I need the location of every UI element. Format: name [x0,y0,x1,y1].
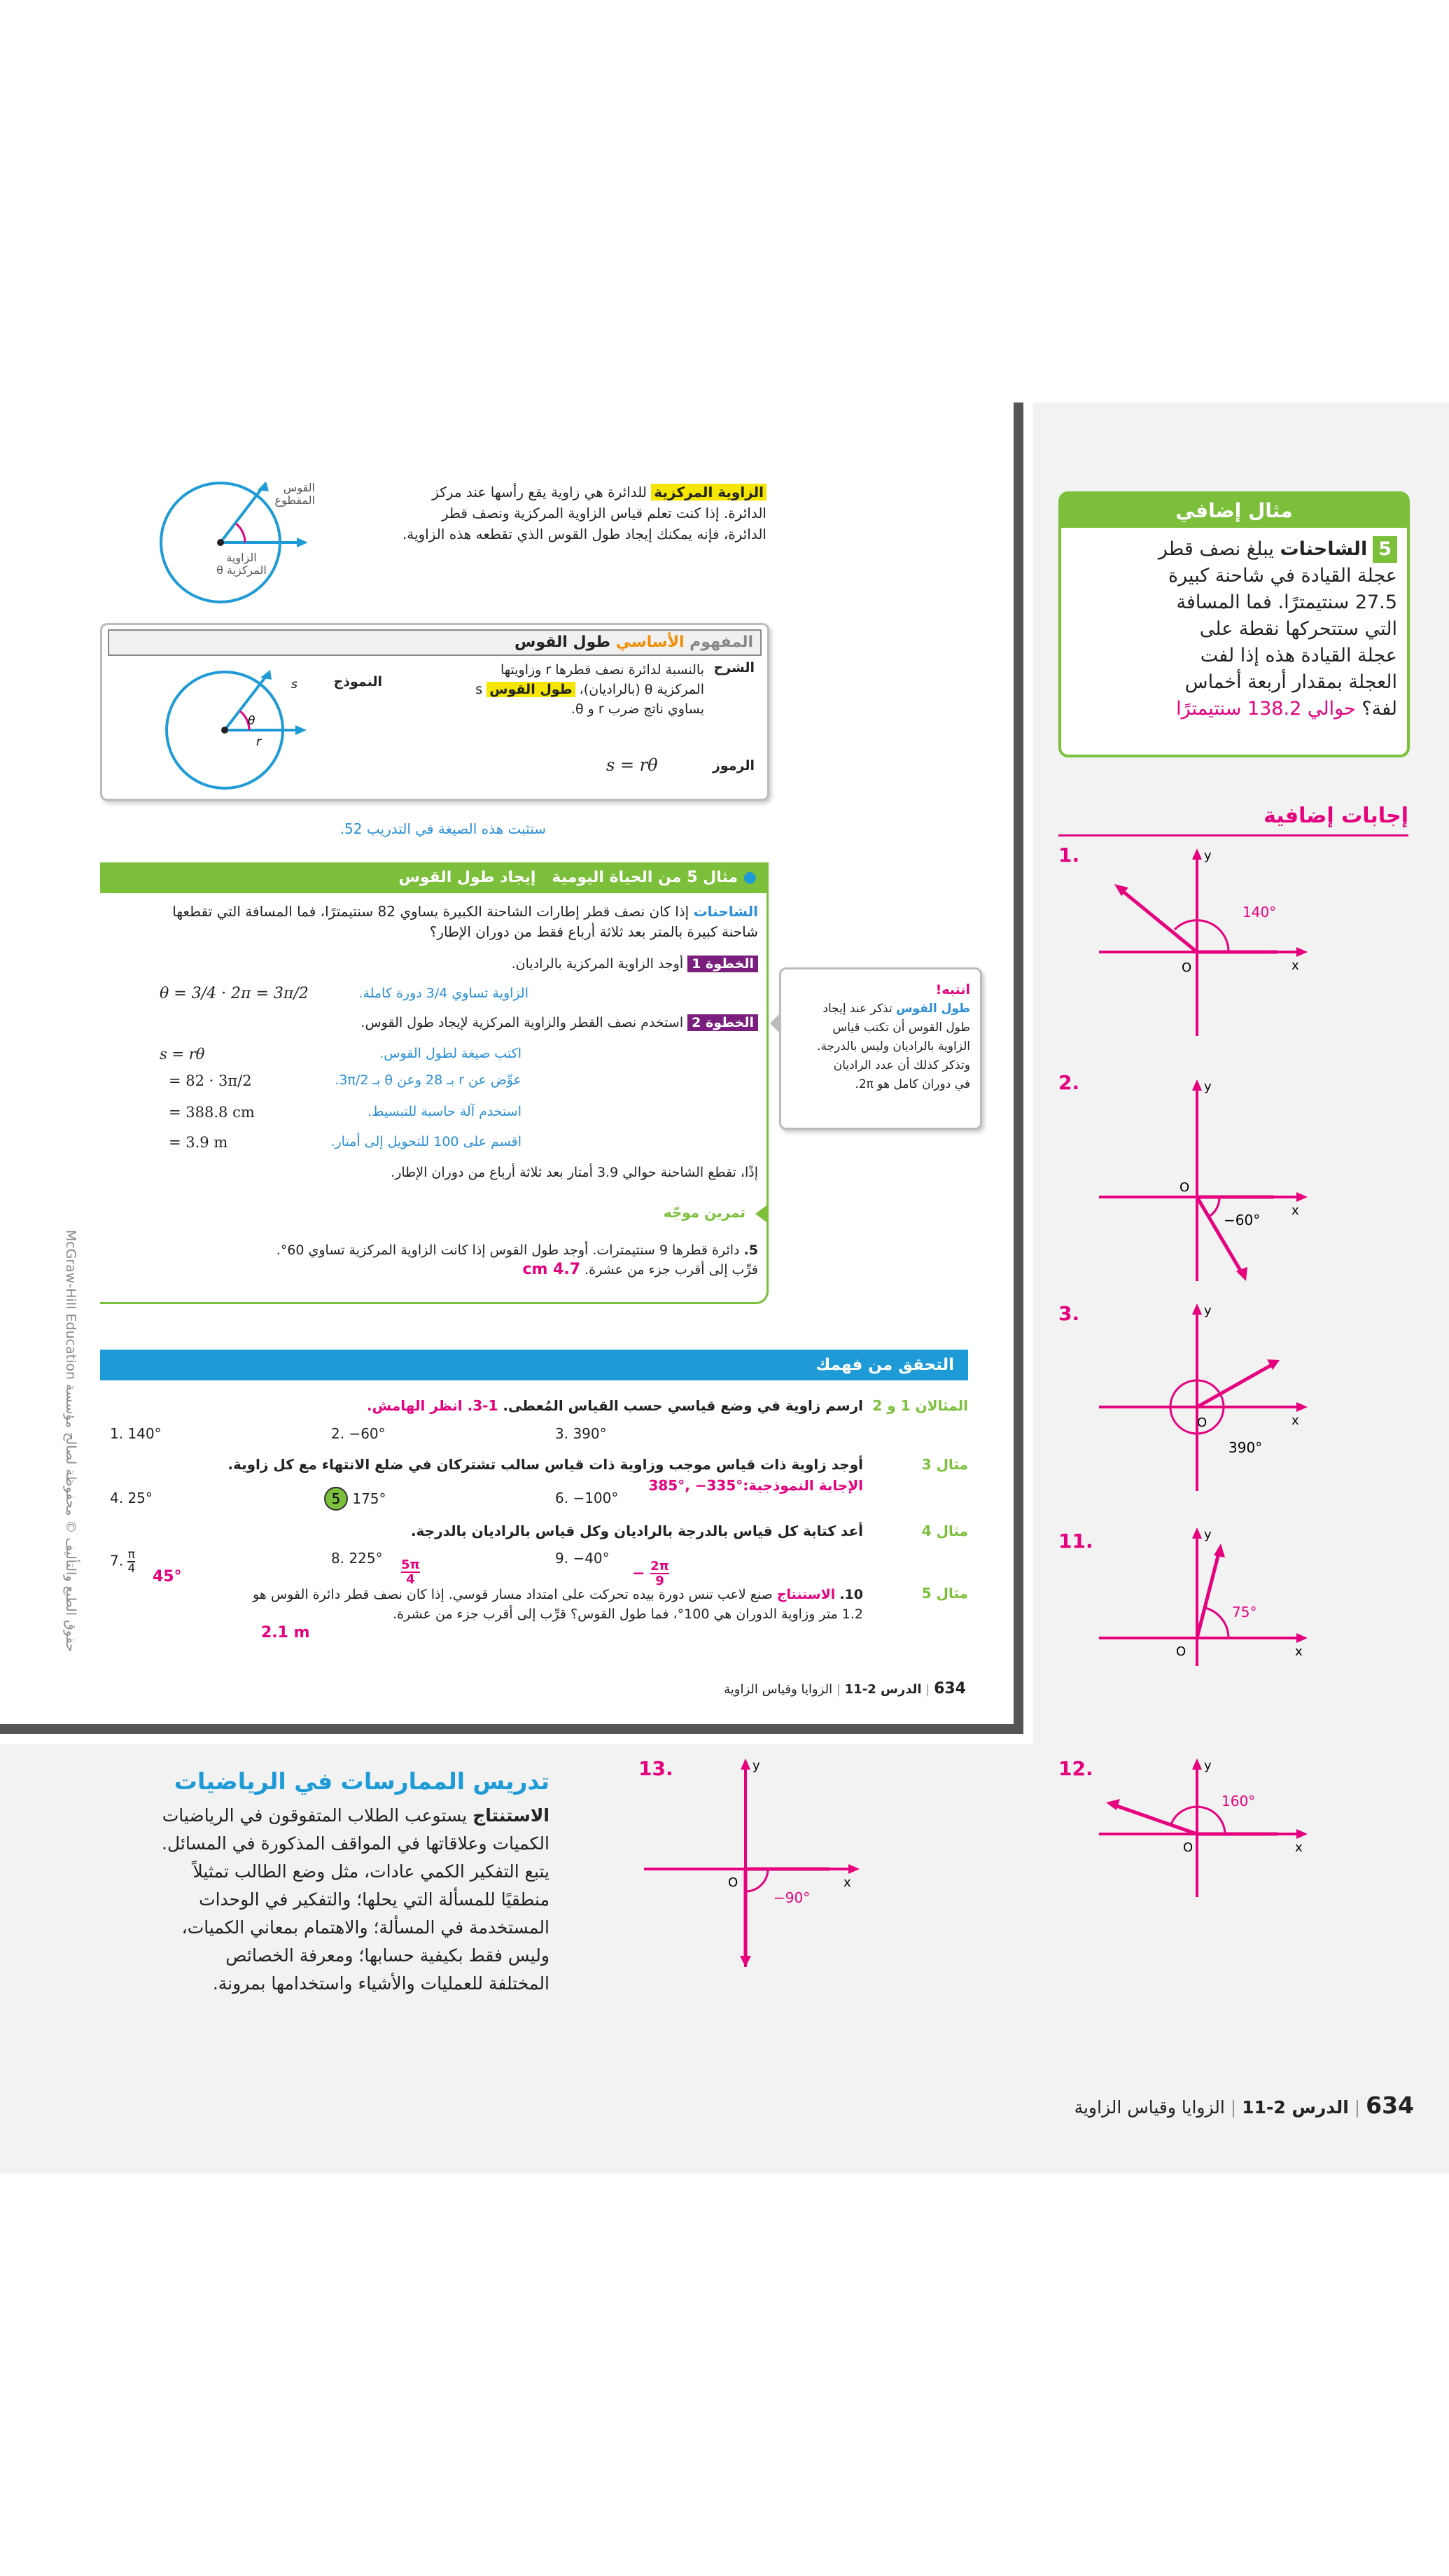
fig-angle-label2: θ المركزية [216,564,267,577]
additional-number-badge: 5 [1373,536,1397,563]
guided-problem: 5. دائرة قطرها 9 سنتيمترات. أوجد طول القوس إذا كانت الزاوية المركزية تساوي 60°. قرِّب إلى أقرب جزء من عشرة. 4.7 cm [276,1242,758,1278]
answer-13-label: 13. [638,1757,673,1780]
conclusion: إذًا، تقطع الشاحنة حوالي 3.9 أمتار بعد ثلاثة أرباع من دوران الإطار. [391,1165,758,1180]
ex4-label: مثال 4 [921,1522,968,1539]
central-angle-term: الزاوية المركزية [651,484,766,500]
svg-text:−60°: −60° [1224,1212,1261,1228]
svg-text:y: y [1204,1758,1212,1773]
calc-row-2: = 82 · 3π/2 [169,1072,252,1089]
problem-5: 5 175° [324,1487,386,1511]
svg-text:O: O [1180,1180,1190,1195]
example5-box [100,862,769,1304]
teaching-practices [105,1768,550,1998]
svg-text:y: y [1204,1079,1212,1094]
svg-text:O: O [728,1875,738,1890]
problem-10-answer: 2.1 m [261,1624,310,1642]
problem-6: 6. −100° [555,1490,619,1506]
answer-1-label: 1. [1058,844,1080,867]
step1-math: θ = 3/4 · 2π = 3π/2 [160,985,309,1002]
answer-12-graph [1099,1757,1309,1897]
fig-arc-label: القوس [283,481,315,494]
additional-example-box [1058,491,1410,757]
answer-3-graph [1099,1302,1309,1498]
svg-text:x: x [1295,1840,1303,1855]
svg-text:x: x [1292,958,1299,973]
calc-row-1: s = rθ [160,1046,205,1063]
ex12-label: المثالان 1 و 2 [872,1397,968,1414]
svg-text:y: y [1204,1303,1212,1318]
svg-text:x: x [1292,1413,1299,1428]
key-concept-header: المفهوم الأساسي طول القوس [108,629,762,656]
ex12-instructions: ارسم زاوية في وضع قياسي حسب القياس المُعطى. 1-3. انظر الهامش. [367,1397,863,1414]
additional-body: 5الشاحنات يبلغ نصف قطر عجلة القيادة في شاحنة كبيرة 27.5 سنتيمترًا. فما المسافة التي ستتحركها نقطة على عجلة القيادة هذه إذا لفت العجلة بمقدار أربعة أخماس لفة؟ حوالي 138.2 سنتيمترًا [1061,528,1407,722]
svg-text:y: y [752,1758,760,1773]
svg-text:390°: 390° [1228,1439,1263,1456]
step2-badge: الخطوة 2 [687,1014,758,1031]
guided-answer: 4.7 cm [522,1261,581,1278]
problem-4: 4. 25° [110,1490,153,1506]
answer-12-label: 12. [1058,1757,1093,1780]
svg-text:75°: 75° [1232,1604,1257,1620]
caution-pointer [770,1014,780,1033]
calc-note-4: اقسم على 100 للتحويل إلى أمتار. [330,1134,522,1149]
problem-8: 8. 225° [331,1550,383,1567]
model-label: النموذج [333,674,382,690]
svg-text:x: x [1292,1203,1299,1218]
answer-2-label: 2. [1058,1071,1080,1094]
step2: الخطوة 2 استخدم نصف القطر والزاوية المركزية لإيجاد طول القوس. [360,1015,758,1030]
answer-3-label: 3. [1058,1302,1080,1325]
answers-title-rule [1058,834,1408,836]
problem-9: 9. −40° [555,1550,610,1567]
inner-footer: 634 | الدرس 2-11 | الزوايا وقياس الزاوية [724,1680,966,1698]
guided-practice-label: تمرين موجّه [663,1204,746,1221]
check-header: التحقق من فهمك [100,1350,968,1380]
problem-3: 3. 390° [555,1425,607,1442]
example5-header: ● مثال 5 من الحياة اليومية إيجاد طول القوس [100,862,766,893]
svg-text:O: O [1182,960,1192,975]
svg-text:s: s [291,678,298,692]
teaching-body: الاستنتاج يستوعب الطلاب المتفوقون في الرياضيات الكميات وعلاقاتها في المواقف المذكورة في المسائل. يتبع التفكير الكمي عادات، مثل وضع الطالب تمثيلاً منطقيًا للمسألة التي يحلها؛ والتفكير في الوحدات المستخدمة في المسألة؛ والاهتمام بمعاني الكميات، وليس فقط بكيفية حسابها؛ ومعرفة الخصائص المختلفة للعمليات والأشياء واستخدامها بمرونة. [162,1805,550,1994]
calc-note-2: عوِّض عن r بـ 28 وعن θ بـ 3π/2. [335,1072,522,1088]
svg-text:−90°: −90° [774,1889,811,1906]
problem-9-answer: − $\frac{2\pi}{9}$ [632,1559,669,1588]
problem-8-answer: 5π 4 [401,1558,420,1587]
concept-explanation: بالنسبة لدائرة نصف قطرها r وزاويتها المركزية θ (بالراديان)، طول القوس s يساوي ناتج ضرب r و θ. [475,662,704,717]
fig-arc-label2: المقطوع [274,493,315,507]
additional-header: مثال إضافي [1061,494,1407,528]
svg-text:r: r [256,735,261,749]
arc-length-figure [151,660,319,793]
caution-box: انتبه! طول القوس تذكر عند إيجاد طول القوس أن تكتب قياس الزاوية بالراديان وليس بالدرجة. وتذكر كذلك أن عدد الراديان في دوران كامل هو 2π. [779,967,982,1130]
svg-text:140°: 140° [1242,904,1277,920]
calc-row-3: = 388.8 cm [169,1104,255,1121]
guided-triangle [755,1205,766,1222]
problem-5-badge: 5 [324,1487,348,1511]
svg-text:x: x [844,1875,851,1890]
problem-7-answer: 45° [153,1568,182,1586]
svg-text:160°: 160° [1222,1793,1256,1809]
arc-length-formula: s = rθ [606,755,658,775]
outer-footer: 634 | الدرس 2-11 | الزوايا وقياس الزاوية [1074,2092,1414,2119]
ex3-label: مثال 3 [921,1456,968,1473]
svg-text:x: x [1295,1644,1303,1659]
check-section [100,1393,968,1659]
ex3-instructions: أوجد زاوية ذات قياس موجب وزاوية ذات قياس سالب تشتركان في ضلع الانتهاء مع كل زاوية. [227,1456,863,1473]
fig-angle-label: الزاوية [226,551,257,564]
answer-1-graph [1099,847,1309,1043]
ex3-model-answer: الإجابة النموذجية:385°, −335° [648,1477,863,1494]
problem-1: 1. 140° [110,1425,162,1442]
example5-problem: الشاحنات إذا كان نصف قطر إطارات الشاحنة الكبيرة يساوي 82 سنتيمترًا، فما المسافة التي تقطعها شاحنة كبيرة بالمتر بعد ثلاثة أرباع فقط من دوران الإطار؟ [172,903,758,940]
calc-row-4: = 3.9 m [169,1134,228,1151]
step1: الخطوة 1 أوجد الزاوية المركزية بالراديان. [512,956,758,972]
explain-label: الشرح [713,660,755,676]
svg-text:θ: θ [248,714,255,728]
key-concept-box [100,623,769,801]
central-angle-figure [147,476,336,616]
step1-note: الزاوية تساوي 3/4 دورة كاملة. [358,986,528,1001]
ex5-label: مثال 5 [921,1585,968,1602]
globe-icon: ● [743,869,757,886]
problem-2: 2. −60° [331,1425,386,1442]
problem-7: 7. $\frac{\pi}{4}$ [110,1548,136,1576]
caution-title: انتبه! [935,982,970,997]
answer-13-graph [640,1757,864,1981]
svg-text:O: O [1197,1415,1208,1430]
side-copyright: حقوق الطبع والتأليف © محفوظة لصالح مؤسسة McGraw-Hill Education [63,1229,78,1652]
additional-answers-title: إجابات إضافية [1264,804,1408,828]
svg-text:O: O [1176,1644,1186,1659]
intro-text: الزاوية المركزية للدائرة هي زاوية يقع رأسها عند مركز الدائرة. إذا كنت تعلم قياس الزاوية المركزية ونصف قطر الدائرة، فإنه يمكنك إيجاد طول القوس الذي تقطعه هذه الزاوية. [402,484,766,542]
practice-note: ستثبت هذه الصيغة في التدريب 52. [340,820,546,837]
answer-11-graph [1099,1526,1309,1666]
calc-note-3: استخدم آلة حاسبة للتبسيط. [368,1104,522,1119]
ex4-instructions: أعد كتابة كل قياس بالدرجة بالراديان وكل قياس بالراديان بالدرجة. [410,1522,863,1539]
problem-10: 10. الاستنتاج صنع لاعب تنس دورة بيده تحركت على امتداد مسار قوسي. إذا كان نصف قطر دائرة القوس هو 1.2 متر وزاوية الدوران هي 100°، فما طول القوس؟ قرِّب إلى أقرب جزء من عشرة. [253,1587,863,1622]
svg-text:y: y [1204,1527,1212,1542]
step1-badge: الخطوة 1 [687,955,758,972]
svg-text:O: O [1183,1840,1194,1855]
teaching-title: تدريس الممارسات في الرياضيات [174,1768,550,1795]
calc-note-1: اكتب صيغة لطول القوس. [379,1046,522,1061]
svg-text:y: y [1204,848,1212,863]
symbols-label: الرموز [712,758,755,774]
answer-11-label: 11. [1058,1530,1093,1553]
answer-2-graph [1099,1078,1309,1288]
